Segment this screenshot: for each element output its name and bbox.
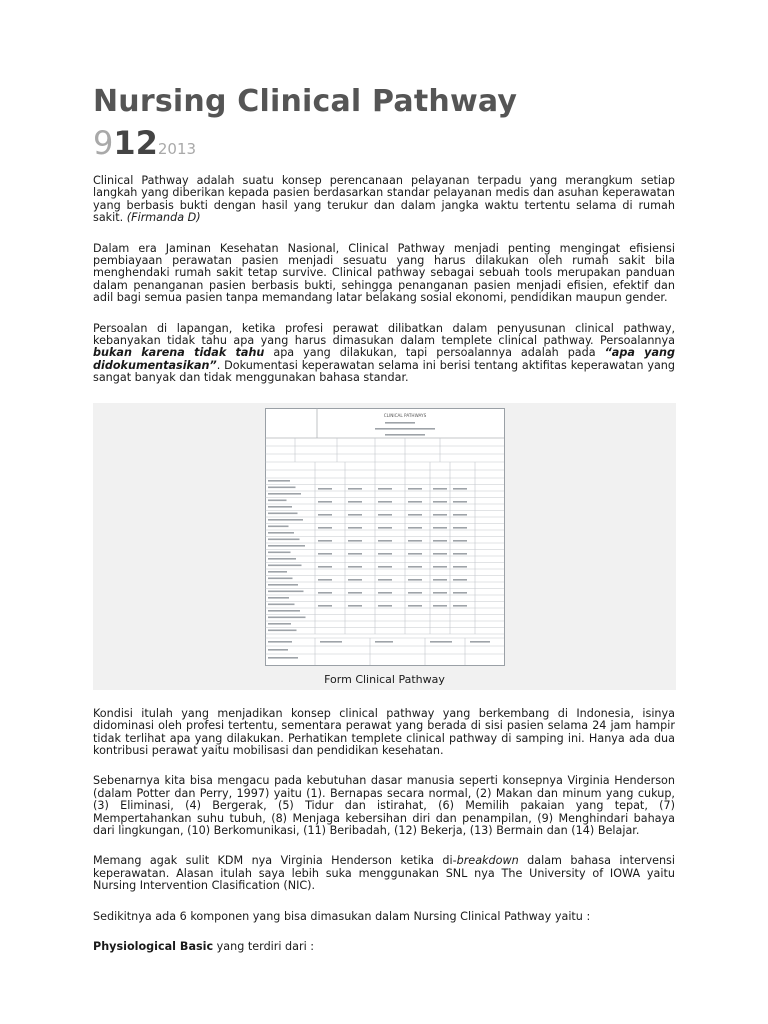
form-label-scribble xyxy=(268,506,292,508)
form-label-scribble xyxy=(318,553,332,555)
form-label-scribble xyxy=(433,501,447,503)
form-label-scribble xyxy=(433,527,447,529)
form-label-scribble xyxy=(408,579,422,581)
form-label-scribble xyxy=(375,428,435,430)
form-label-scribble xyxy=(318,540,332,542)
paragraph-condition: Kondisi itulah yang menjadikan konsep clinical pathway yang berkembang di Indonesia, isinya didominasi oleh profesi tertentu, sementara perawat yang berada di sisi pasien selama 24 jam hampir tidak terlihat apa yang dilakukan. Perhatikan templete clinical pathway di samping ini. Hanya ada dua kontribusi perawat yaitu mobilisasi dan pendidikan kesehatan. xyxy=(93,706,675,757)
form-label-scribble xyxy=(348,566,362,568)
form-label-scribble xyxy=(408,514,422,516)
form-label-scribble xyxy=(453,592,467,594)
form-label-scribble xyxy=(268,493,301,495)
subheading: Physiological Basic xyxy=(93,939,214,953)
form-label-scribble xyxy=(378,488,392,490)
date-month: 12 xyxy=(113,124,158,162)
paragraph-text: Memang agak sulit KDM nya Virginia Henderson ketika di- xyxy=(93,854,457,868)
form-label-scribble xyxy=(348,592,362,594)
form-title: CLINICAL PATHWAYS xyxy=(383,412,427,418)
form-label-scribble xyxy=(408,566,422,568)
form-label-scribble xyxy=(430,641,452,643)
citation: (Firmanda D) xyxy=(126,211,201,225)
form-label-scribble xyxy=(318,527,332,529)
form-label-scribble xyxy=(408,527,422,529)
post-title: Nursing Clinical Pathway xyxy=(93,84,518,119)
form-label-scribble xyxy=(348,527,362,529)
form-label-scribble xyxy=(385,422,415,424)
paragraph-text: apa yang dilakukan, tapi persoalannya adalah pada xyxy=(264,346,605,360)
form-label-scribble xyxy=(268,657,298,659)
form-label-scribble xyxy=(268,629,297,631)
figure-form-clinical-pathway xyxy=(93,403,676,690)
form-label-scribble xyxy=(408,605,422,607)
form-label-scribble xyxy=(378,605,392,607)
form-label-scribble xyxy=(268,571,287,573)
figure-caption: Form Clinical Pathway xyxy=(324,673,445,687)
emphasis-text: “apa yang didokumentasikan” xyxy=(93,346,675,372)
form-label-scribble xyxy=(268,525,289,527)
form-label-scribble xyxy=(268,577,293,579)
form-label-scribble xyxy=(268,512,298,514)
form-label-scribble xyxy=(268,499,287,501)
form-label-scribble xyxy=(268,545,305,547)
form-label-scribble xyxy=(453,488,467,490)
form-label-scribble xyxy=(408,553,422,555)
paragraph-nic xyxy=(93,855,675,892)
form-label-scribble xyxy=(408,501,422,503)
form-label-scribble xyxy=(318,592,332,594)
form-label-scribble xyxy=(408,592,422,594)
form-label-scribble xyxy=(433,488,447,490)
form-label-scribble xyxy=(318,566,332,568)
form-label-scribble xyxy=(470,641,490,643)
form-label-scribble xyxy=(268,551,291,553)
paragraph-jkn: Dalam era Jaminan Kesehatan Nasional, Clinical Pathway menjadi penting mengingat efisiensi pembiayaan perawatan pasien menjadi sesuatu yang harus dilakukan oleh rumah sakit bila menghendaki rumah sakit tetap survive. Clinical pathway sebagai sebuah tools merupakan panduan dalam penanganan pasien berbasis bukti, sehingga penanganan pasien menjadi efisien, efektif dan adil bagi semua pasien tanpa memandang latar belakang sosial ekonomi, pendidikan maupun gender. xyxy=(93,241,675,305)
emphasis-text: breakdown xyxy=(456,854,519,868)
form-label-scribble xyxy=(378,501,392,503)
paragraph-text: Clinical Pathway adalah suatu konsep perencanaan pelayanan terpadu yang merangkum setiap langkah yang diberikan kepada pasien berdasarkan standar pelayanan medis dan asuhan keperawatan yang berbasis bukti dengan hasil yang terukur dan dalam jangka waktu tertentu selama di rumah sakit. xyxy=(93,174,675,225)
paragraph-text: . Dokumentasi keperawatan selama ini berisi tentang aktifitas keperawatan yang sangat banyak dan tidak menggunakan bahasa standar. xyxy=(93,358,675,385)
form-label-scribble xyxy=(268,538,300,540)
form-label-scribble xyxy=(318,514,332,516)
form-label-scribble xyxy=(453,566,467,568)
form-label-scribble xyxy=(433,592,447,594)
form-label-scribble xyxy=(378,527,392,529)
paragraph-text: Persoalan di lapangan, ketika profesi perawat dilibatkan dalam penyusunan clinical pathway, kebanyakan tidak tahu apa yang harus dimasukan dalam templete clinical pathway. Persoalannya xyxy=(93,321,675,348)
form-label-scribble xyxy=(378,592,392,594)
form-label-scribble xyxy=(268,641,292,643)
form-label-scribble xyxy=(408,488,422,490)
form-label-scribble xyxy=(320,641,342,643)
form-label-scribble xyxy=(453,553,467,555)
paragraph-henderson: Sebenarnya kita bisa mengacu pada kebutuhan dasar manusia seperti konsepnya Virginia Henderson (dalam Potter dan Perry, 1997) yaitu (1). Bernapas secara normal, (2) Makan dan minum yang cukup, (3) Eliminasi, (4) Bergerak, (5) Tidur dan istirahat, (6) Memilih pakaian yang tepat, (7) Mempertahankan suhu tubuh, (8) Menjaga kebersihan diri dan penampilan, (9) Menghindari bahaya dari lingkungan, (10) Berkomunikasi, (11) Beribadah, (12) Bekerja, (13) Bermain dan (14) Belajar. xyxy=(93,774,675,837)
form-label-scribble xyxy=(375,641,393,643)
form-label-scribble xyxy=(268,616,306,618)
form-label-scribble xyxy=(348,540,362,542)
form-label-scribble xyxy=(268,603,295,605)
form-label-scribble xyxy=(378,579,392,581)
form-label-scribble xyxy=(433,514,447,516)
article-body xyxy=(93,175,675,971)
form-label-scribble xyxy=(378,540,392,542)
form-label-scribble xyxy=(348,605,362,607)
emphasis-text: bukan karena tidak tahu xyxy=(93,346,265,360)
form-label-scribble xyxy=(268,590,304,592)
form-label-scribble xyxy=(268,564,302,566)
form-label-scribble xyxy=(453,501,467,503)
form-label-scribble xyxy=(268,532,294,534)
form-label-scribble xyxy=(385,434,425,436)
form-label-scribble xyxy=(318,579,332,581)
form-label-scribble xyxy=(433,540,447,542)
form-label-scribble xyxy=(348,501,362,503)
form-label-scribble xyxy=(268,486,296,488)
form-label-scribble xyxy=(433,605,447,607)
form-label-scribble xyxy=(453,605,467,607)
form-label-scribble xyxy=(268,623,291,625)
form-label-scribble xyxy=(268,597,289,599)
form-label-scribble xyxy=(348,553,362,555)
form-label-scribble xyxy=(453,514,467,516)
date-day: 9 xyxy=(93,124,114,162)
form-label-scribble xyxy=(268,519,303,521)
form-label-scribble xyxy=(318,605,332,607)
form-label-scribble xyxy=(268,558,296,560)
form-label-scribble xyxy=(433,553,447,555)
paragraph-problem xyxy=(93,323,675,385)
form-label-scribble xyxy=(378,514,392,516)
post-date xyxy=(93,124,196,162)
form-label-scribble xyxy=(348,579,362,581)
form-label-scribble xyxy=(378,566,392,568)
form-label-scribble xyxy=(408,540,422,542)
paragraph-text: yang terdiri dari : xyxy=(213,939,315,953)
form-label-scribble xyxy=(268,584,298,586)
form-label-scribble xyxy=(268,610,300,612)
form-label-scribble xyxy=(433,566,447,568)
form-label-scribble xyxy=(348,488,362,490)
form-label-scribble xyxy=(268,649,288,651)
form-label-scribble xyxy=(318,488,332,490)
clinical-pathway-form-image xyxy=(265,408,505,666)
form-label-scribble xyxy=(433,579,447,581)
date-year: 2013 xyxy=(157,140,197,158)
form-label-scribble xyxy=(453,540,467,542)
form-label-scribble xyxy=(348,514,362,516)
form-label-scribble xyxy=(318,501,332,503)
paragraph-definition xyxy=(93,175,675,225)
paragraph-text: dalam bahasa intervensi keperawatan. Alasan itulah saya lebih suka menggunakan SNL nya The University of IOWA yaitu Nursing Intervention Clasification (NIC). xyxy=(93,854,675,893)
form-label-scribble xyxy=(453,579,467,581)
paragraph-physiological xyxy=(93,941,675,953)
form-label-scribble xyxy=(268,480,290,482)
paragraph-components: Sedikitnya ada 6 komponen yang bisa dimasukan dalam Nursing Clinical Pathway yaitu : xyxy=(93,909,591,923)
form-label-scribble xyxy=(453,527,467,529)
form-label-scribble xyxy=(378,553,392,555)
